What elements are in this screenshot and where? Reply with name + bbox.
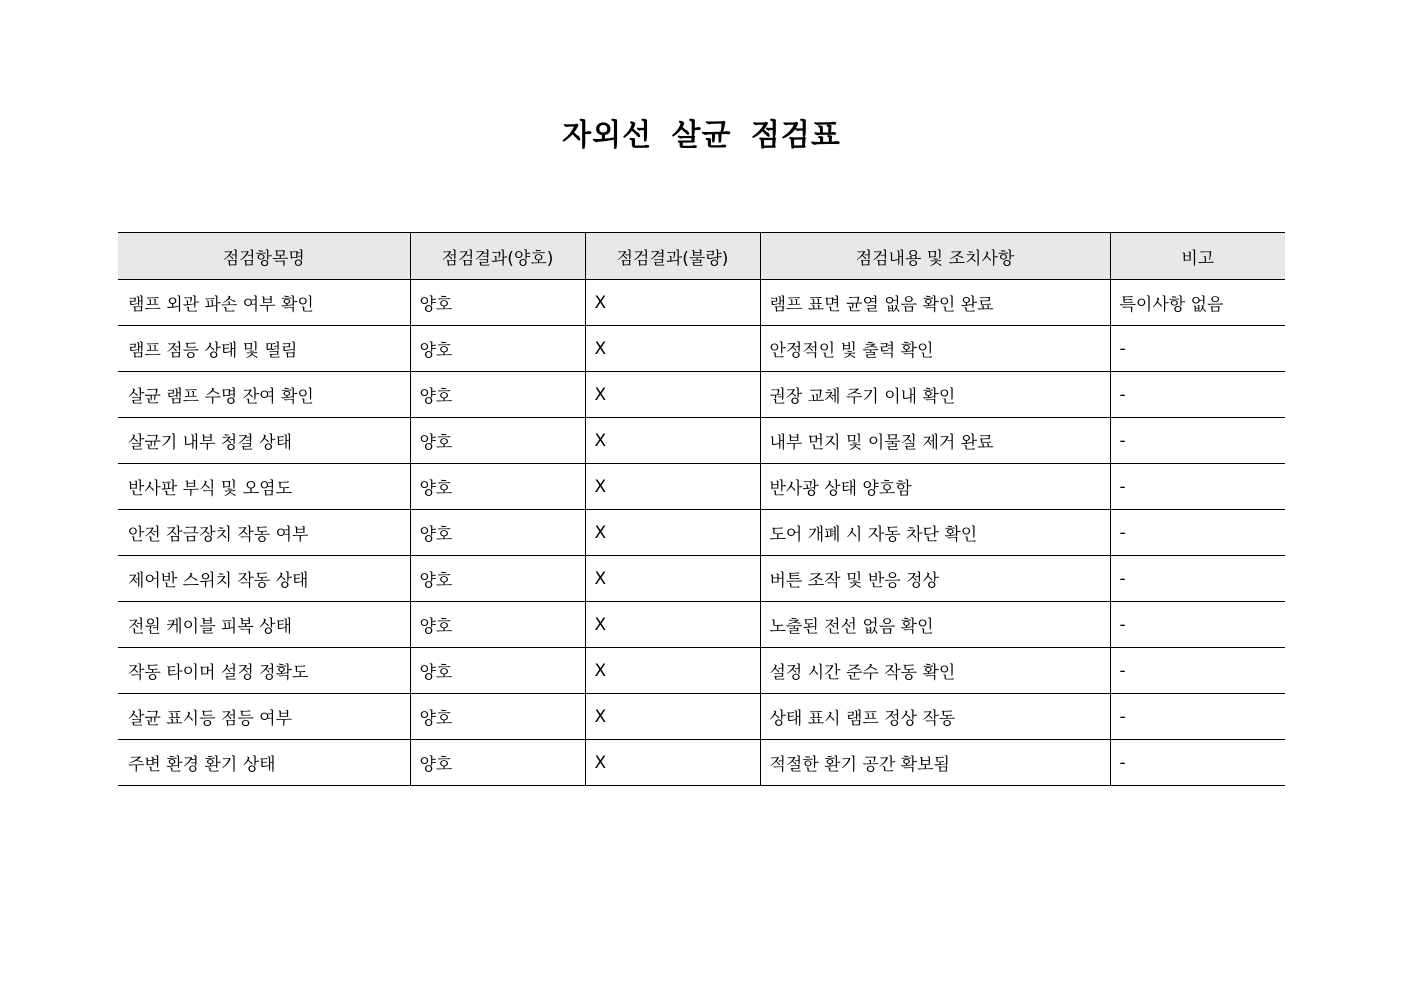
table-row	[118, 326, 1285, 372]
cell-item-name: 살균 램프 수명 잔여 확인	[118, 372, 410, 418]
inspection-table	[118, 232, 1285, 786]
header-details-actions: 점검내용 및 조치사항	[760, 233, 1110, 280]
table-row	[118, 694, 1285, 740]
cell-item-name: 살균기 내부 청결 상태	[118, 418, 410, 464]
cell-result-bad: X	[585, 648, 760, 694]
cell-result-bad: X	[585, 464, 760, 510]
table-row	[118, 602, 1285, 648]
table-row	[118, 556, 1285, 602]
cell-result-good: 양호	[410, 740, 585, 786]
cell-result-bad: X	[585, 694, 760, 740]
table-body	[118, 280, 1285, 786]
cell-remarks: -	[1110, 602, 1285, 648]
cell-item-name: 램프 점등 상태 및 떨림	[118, 326, 410, 372]
cell-remarks: -	[1110, 326, 1285, 372]
cell-item-name: 램프 외관 파손 여부 확인	[118, 280, 410, 326]
table-row	[118, 280, 1285, 326]
table-row	[118, 740, 1285, 786]
cell-result-good: 양호	[410, 510, 585, 556]
cell-item-name: 작동 타이머 설정 정확도	[118, 648, 410, 694]
cell-result-good: 양호	[410, 648, 585, 694]
cell-item-name: 제어반 스위치 작동 상태	[118, 556, 410, 602]
header-item-name: 점검항목명	[118, 233, 410, 280]
cell-details-actions: 버튼 조작 및 반응 정상	[760, 556, 1110, 602]
header-result-bad: 점검결과(불량)	[585, 233, 760, 280]
cell-details-actions: 반사광 상태 양호함	[760, 464, 1110, 510]
cell-result-bad: X	[585, 602, 760, 648]
table-row	[118, 372, 1285, 418]
cell-remarks: -	[1110, 648, 1285, 694]
cell-item-name: 주변 환경 환기 상태	[118, 740, 410, 786]
cell-remarks: -	[1110, 372, 1285, 418]
cell-result-bad: X	[585, 740, 760, 786]
cell-remarks: -	[1110, 556, 1285, 602]
cell-details-actions: 안정적인 빛 출력 확인	[760, 326, 1110, 372]
cell-result-good: 양호	[410, 556, 585, 602]
cell-result-bad: X	[585, 372, 760, 418]
table-row	[118, 464, 1285, 510]
cell-details-actions: 내부 먼지 및 이물질 제거 완료	[760, 418, 1110, 464]
cell-remarks: -	[1110, 464, 1285, 510]
cell-result-good: 양호	[410, 602, 585, 648]
cell-remarks: -	[1110, 694, 1285, 740]
cell-remarks: 특이사항 없음	[1110, 280, 1285, 326]
cell-item-name: 반사판 부식 및 오염도	[118, 464, 410, 510]
header-remarks: 비고	[1110, 233, 1285, 280]
cell-result-bad: X	[585, 510, 760, 556]
cell-details-actions: 램프 표면 균열 없음 확인 완료	[760, 280, 1110, 326]
cell-result-good: 양호	[410, 280, 585, 326]
cell-result-good: 양호	[410, 372, 585, 418]
cell-details-actions: 권장 교체 주기 이내 확인	[760, 372, 1110, 418]
cell-details-actions: 도어 개폐 시 자동 차단 확인	[760, 510, 1110, 556]
table-row	[118, 510, 1285, 556]
table-header-row	[118, 233, 1285, 280]
table-row	[118, 418, 1285, 464]
cell-details-actions: 적절한 환기 공간 확보됨	[760, 740, 1110, 786]
cell-details-actions: 상태 표시 램프 정상 작동	[760, 694, 1110, 740]
cell-remarks: -	[1110, 418, 1285, 464]
page-title: 자외선 살균 점검표	[562, 118, 841, 153]
cell-details-actions: 노출된 전선 없음 확인	[760, 602, 1110, 648]
cell-item-name: 안전 잠금장치 작동 여부	[118, 510, 410, 556]
cell-result-bad: X	[585, 280, 760, 326]
cell-item-name: 살균 표시등 점등 여부	[118, 694, 410, 740]
cell-result-good: 양호	[410, 418, 585, 464]
cell-item-name: 전원 케이블 피복 상태	[118, 602, 410, 648]
cell-result-bad: X	[585, 556, 760, 602]
cell-remarks: -	[1110, 740, 1285, 786]
cell-result-bad: X	[585, 418, 760, 464]
cell-details-actions: 설정 시간 준수 작동 확인	[760, 648, 1110, 694]
cell-result-good: 양호	[410, 326, 585, 372]
cell-result-good: 양호	[410, 464, 585, 510]
cell-result-bad: X	[585, 326, 760, 372]
table-row	[118, 648, 1285, 694]
cell-remarks: -	[1110, 510, 1285, 556]
cell-result-good: 양호	[410, 694, 585, 740]
header-result-good: 점검결과(양호)	[410, 233, 585, 280]
